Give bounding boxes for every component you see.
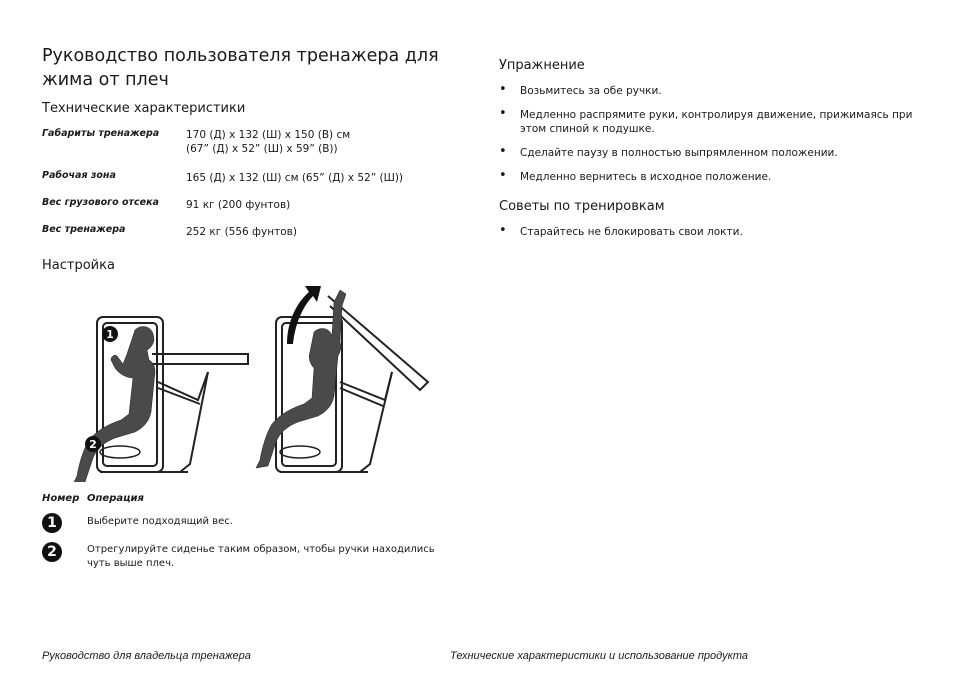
tips-heading: Советы по тренировкам bbox=[499, 199, 665, 214]
shoulder-press-illustration bbox=[40, 282, 440, 482]
exercise-list bbox=[499, 84, 919, 194]
page-title: Руководство пользователя тренажера для жима от плеч bbox=[42, 46, 439, 90]
spec-value-dimensions-imperial: (67” (Д) x 52” (Ш) x 59” (В)) bbox=[186, 143, 338, 155]
machine-frame-start bbox=[97, 317, 248, 472]
list-item: • Медленно вернитесь в исходное положение. bbox=[499, 170, 919, 184]
spec-label-machine-weight: Вес тренажера bbox=[42, 224, 126, 235]
spec-label-stack-weight: Вес грузового отсека bbox=[42, 197, 159, 208]
svg-text:1: 1 bbox=[106, 328, 114, 341]
footer-right: Технические характеристики и использование продукта bbox=[450, 650, 749, 662]
step-2-badge: 2 bbox=[42, 542, 62, 562]
svg-text:2: 2 bbox=[89, 438, 97, 451]
spec-value-dimensions bbox=[186, 128, 350, 156]
list-item: • Старайтесь не блокировать свои локти. bbox=[499, 225, 919, 239]
step-1-text: Выберите подходящий вес. bbox=[87, 516, 233, 527]
list-item: • Медленно распрямите руки, контролируя движение, прижимаясь при этом спиной к подушке. bbox=[499, 108, 919, 136]
list-item: • Возьмитесь за обе ручки. bbox=[499, 84, 919, 98]
spec-value-workzone: 165 (Д) x 132 (Ш) см (65” (Д) x 52” (Ш)) bbox=[186, 172, 404, 184]
spec-value-stack-weight: 91 кг (200 фунтов) bbox=[186, 199, 291, 211]
spec-label-workzone: Рабочая зона bbox=[42, 170, 116, 181]
step-2-text: Отрегулируйте сиденье таким образом, чтобы ручки находились чуть выше плеч. bbox=[87, 544, 435, 569]
spec-value-machine-weight: 252 кг (556 фунтов) bbox=[186, 226, 297, 238]
footer-left: Руководство для владельца тренажера bbox=[42, 650, 251, 662]
col-header-number: Номер bbox=[42, 493, 80, 504]
spec-label-dimensions: Габариты тренажера bbox=[42, 128, 160, 139]
spec-value-dimensions-metric: 170 (Д) x 132 (Ш) x 150 (В) см bbox=[186, 129, 351, 141]
step-1-badge: 1 bbox=[42, 513, 62, 533]
exercise-heading: Упражнение bbox=[499, 58, 585, 73]
list-item: • Сделайте паузу в полностью выпрямленном положении. bbox=[499, 146, 919, 160]
setup-heading: Настройка bbox=[42, 258, 115, 273]
person-start-silhouette bbox=[73, 327, 155, 482]
tips-list bbox=[499, 225, 919, 249]
specs-heading: Технические характеристики bbox=[42, 101, 246, 116]
col-header-operation: Операция bbox=[87, 493, 144, 504]
